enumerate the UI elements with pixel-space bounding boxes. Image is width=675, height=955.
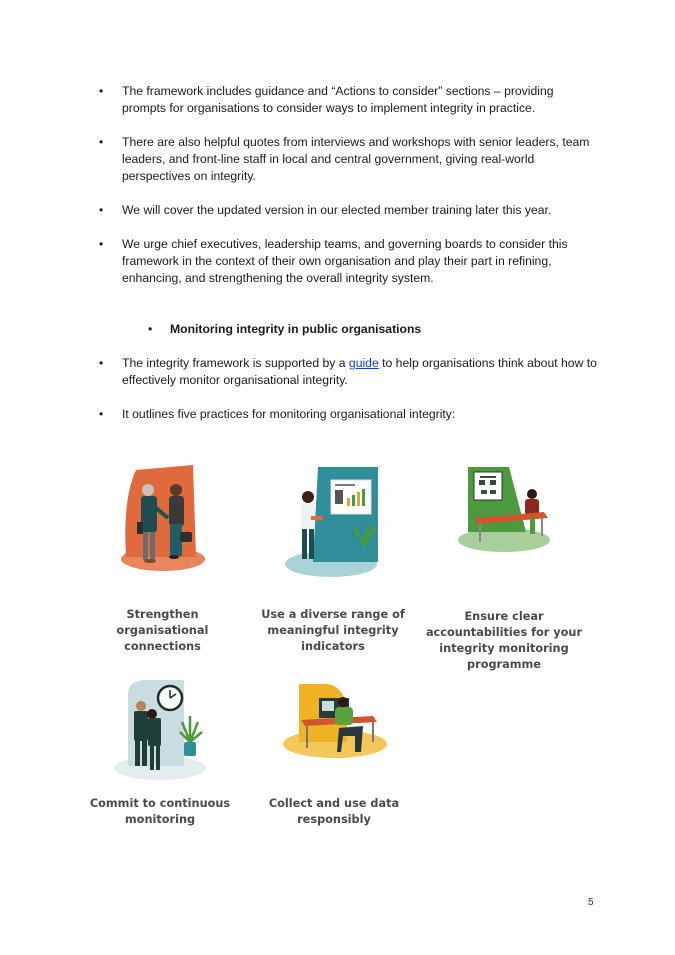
bullet-framework-guidance — [99, 83, 599, 117]
bullet-text: We urge chief executives, leadership teams, and governing boards to consider this framework in the context of their own organisation and play their part in refining, enhancing, and strengthening the overall integrity system. — [122, 237, 568, 285]
bullet-icon: • — [99, 407, 104, 421]
bullet-text: It outlines five practices for monitoring organisational integrity: — [122, 407, 456, 421]
presentation-chart-illustration — [273, 462, 393, 580]
bullet-text: We will cover the updated version in our elected member training later this year. — [122, 203, 552, 217]
practice-caption: Commit to continuous monitoring — [89, 797, 231, 826]
practice-caption: Use a diverse range of meaningful integrity indicators — [261, 608, 405, 653]
org-chart-desk-illustration — [454, 462, 554, 557]
text-before-link: The integrity framework is supported by a — [122, 356, 349, 370]
handshake-illustration — [108, 462, 218, 577]
bullet-icon: • — [99, 237, 104, 251]
bullet-text: There are also helpful quotes from interviews and workshops with senior leaders, team leaders, and front-line staff in local and central government, giving real-world perspectives on integrity. — [122, 135, 590, 183]
clock-meeting-illustration — [110, 676, 210, 784]
bullet-icon: • — [148, 322, 153, 336]
subheading-text: Monitoring integrity in public organisations — [170, 322, 422, 336]
practice-data-responsibly — [259, 676, 409, 828]
computer-desk-illustration — [277, 676, 392, 766]
bullet-helpful-quotes — [99, 134, 599, 185]
page-number: 5 — [588, 897, 594, 908]
practice-continuous-monitoring — [85, 676, 235, 828]
section-subheading — [148, 321, 421, 338]
bullet-icon: • — [99, 203, 104, 217]
practice-diverse-indicators — [258, 462, 408, 655]
practice-clear-accountabilities — [424, 462, 584, 673]
bullet-text — [122, 355, 599, 389]
text-after-link: to help organisations think about how to effectively monitor organisational integrity. — [122, 356, 597, 387]
bullet-elected-member-training — [99, 202, 599, 219]
bullet-icon: • — [99, 356, 104, 370]
bullet-icon: • — [99, 84, 104, 98]
practice-caption: Ensure clear accountabilities for your integrity monitoring programme — [425, 610, 583, 671]
practice-strengthen-connections — [95, 462, 230, 655]
bullet-guide-support — [99, 355, 599, 389]
guide-link[interactable]: guide — [348, 356, 379, 370]
bullet-text: The framework includes guidance and “Actions to consider” sections – providing prompts for organisations to consider ways to implement integrity in practice. — [122, 84, 554, 115]
bullet-icon: • — [99, 135, 104, 149]
bullet-five-practices — [99, 406, 599, 423]
practice-caption: Strengthen organisational connections — [116, 608, 209, 653]
practice-caption: Collect and use data responsibly — [268, 797, 400, 826]
bullet-urge-leaders — [99, 236, 599, 287]
